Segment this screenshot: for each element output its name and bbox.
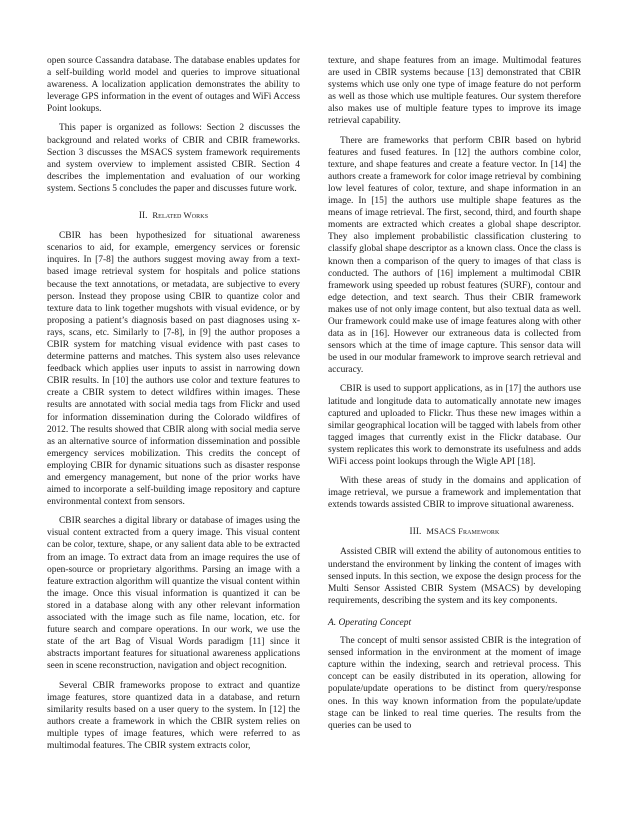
paragraph: open source Cassandra database. The database enables updates for a self-building world model and queries to improve situational awareness. A localization application demonstrates the ability to leverage GPS information in the event of outages and WiFi Access Point lookups. — [47, 56, 300, 115]
section-title: Related Works — [152, 210, 209, 221]
paragraph: With these areas of study in the domains and application of image retrieval, we pursue a framework and implementation that extends towards assisted CBIR to improve situational awareness. — [328, 476, 581, 511]
paragraph: CBIR searches a digital library or database of images using the visual content extracted from a query image. This visual content can be color, texture, shape, or any salient data able to be extracted from an image. To extract data from an image requires the use of open-source or proprietary algorithms. Parsing an image with a feature extraction algorithm will quantize the visual content within the image. Once this visual information is quantized it can be stored in a database along with any other relevant information associated with the image such as file name, location, etc. for future search and compare operations. In our work, we use the state of the art Bag of Visual Words paradigm [11] since it abstracts important features for situational awareness applications seen in scene reconstruction, navigation and object recognition. — [47, 516, 300, 672]
subsection-heading: A. Operating Concept — [328, 617, 412, 628]
paragraph: texture, and shape features from an image. Multimodal features are used in CBIR systems because [13] demonstrated that CBIR systems which use only one type of image feature do not perform as well as those which use multiple features. Our system therefore also makes use of multiple feature types to improve its image retrieval capability. — [328, 56, 581, 127]
paragraph: Several CBIR frameworks propose to extract and quantize image features, store quantized data in a database, and return similarity results based on a user query to the system. In [12] the authors create a framework in which the CBIR system relies on multiple types of image features, which were referred to as multimodal features. The CBIR system extracts color, — [47, 680, 300, 751]
section-heading — [47, 209, 300, 221]
section-title: MSACS Framework — [426, 526, 500, 537]
section-heading — [328, 525, 581, 537]
right-column — [328, 55, 581, 739]
left-column — [47, 55, 300, 759]
paragraph: CBIR has been hypothesized for situational awareness scenarios to aid, for example, emergency services or forensic inquires. In [7-8] the authors suggest moving away from a text-based image retrieval system for hospitals and police stations because the text annotations, or metadata, are subjective to every person. Instead they propose using CBIR to quantize color and texture data to link together mugshots with visual evidence, or by proposing a patient’s diagnosis based on past diagnoses using x-rays, scans, etc. Similarly to [7-8], in [9] the author proposes a CBIR system for matching visual evidence with past cases to determine patterns and matches. This system also uses relevance feedback which applies user inputs to assist in narrowing down CBIR results. In [10] the authors use color and texture features to create a CBIR system to detect wildfires within images. These results are annotated with social media tags from Flickr and used for information dissemination during the Colorado wildfires of 2012. The results showed that CBIR along with social media serve as an alternative source of information dissemination and possible emergency services mobilization. This credits the concept of employing CBIR for dynamic situations such as disaster response and emergency management, but none of the prior works have aimed to incorporate a self-building image repository and capture environmental context from sensors. — [47, 231, 300, 508]
paragraph: There are frameworks that perform CBIR based on hybrid features and fused features. In [12] the authors combine color, texture, and shape features and create a feature vector. In [14] the authors create a framework for color image retrieval by combining low level features of color, texture, and shape information in an image. In [15] the authors use multiple shape features as the means of image retrieval. The first, second, third, and fourth shape moments are extracted which creates a global shape descriptor. They also implement probabilistic classification clustering to classify global shape descriptor as a known class. Once the class is known then a comparison of the query to images of that class is conducted. The authors of [16] implement a multimodal CBIR framework using speeded up robust features (SURF), contour and edge detection, and text search. Thus their CBIR framework makes use of not only image content, but also textual data as well. Our framework could make use of image features along with other data as in [16]. However our extraneous data is collected from sensors which at the time of image capture. This sensor data will be used in our modular framework to improve search retrieval and accuracy. — [328, 135, 581, 376]
paragraph: Assisted CBIR will extend the ability of autonomous entities to understand the environment by linking the content of images with sensed inputs. In this section, we expose the design process for the Multi Sensor Assisted CBIR System (MSACS) by developing requirements, describing the system and its key components. — [328, 547, 581, 606]
paragraph: This paper is organized as follows: Section 2 discusses the background and related works of CBIR and CBIR frameworks. Section 3 discusses the MSACS system framework requirements and system overview to implement assisted CBIR. Section 4 describes the implementation and evaluation of our working system. Sections 5 concludes the paper and discusses future work. — [47, 123, 300, 194]
paragraph: The concept of multi sensor assisted CBIR is the integration of sensed information in the environment at the moment of image capture within the indexing, search and retrieval process. This concept can be easily distributed in its operation, allowing for populate/update operations to be distinct from query/response ones. In this way known information from the populate/update stage can be linked to real time queries. The results from the queries can be used to — [328, 636, 581, 731]
section-number: III. — [409, 526, 422, 537]
paragraph: CBIR is used to support applications, as in [17] the authors use latitude and longitude data to automatically annotate new images captured and uploaded to Flickr. Thus these new images within a similar geographical location will be tagged with labels from other tagged images that currently exist in the Flickr database. Our system replicates this work to demonstrate its usefulness and adds WiFi access point lookups through the Wigle API [18]. — [328, 384, 581, 467]
section-number: II. — [138, 210, 148, 221]
